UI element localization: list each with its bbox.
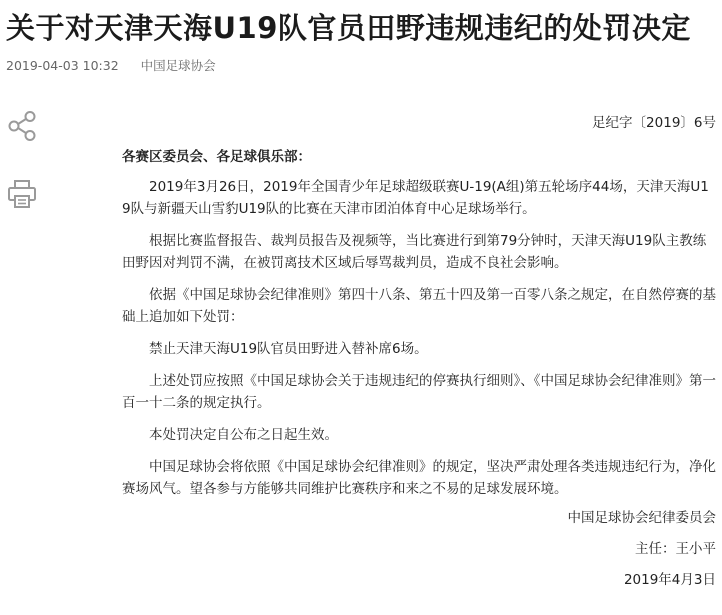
document-number: 足纪字〔2019〕6号 xyxy=(592,115,716,131)
publish-date: 2019-04-03 10:32 xyxy=(6,58,119,73)
greeting: 各赛区委员会、各足球俱乐部： xyxy=(122,149,311,165)
share-icon[interactable] xyxy=(6,110,38,142)
article-meta xyxy=(6,56,216,74)
paragraph: 本处罚决定自公布之日起生效。 xyxy=(149,427,338,443)
paragraph: 2019年3月26日，2019年全国青少年足球超级联赛U-19(A组)第五轮场序44场，天津天海U19队与新疆天山雪豹U19队的比赛在天津市团泊体育中心足球场举行。 xyxy=(122,179,709,217)
print-icon[interactable] xyxy=(6,178,38,210)
paragraph: 上述处罚应按照《中国足球协会关于违规违纪的停赛执行细则》、《中国足球协会纪律准则》第一百一十二条的规定执行。 xyxy=(122,373,716,411)
paragraph: 中国足球协会将依照《中国足球协会纪律准则》的规定，坚决严肃处理各类违规违纪行为，净化赛场风气。望各参与方能够共同维护比赛秩序和来之不易的足球发展环境。 xyxy=(122,459,716,497)
article-tools xyxy=(6,110,40,210)
signature-person: 主任：王小平 xyxy=(635,541,716,557)
paragraph: 禁止天津天海U19队官员田野进入替补席6场。 xyxy=(149,341,428,357)
article-body xyxy=(122,112,716,591)
article-title: 关于对天津天海U19队官员田野违规违纪的处罚决定 xyxy=(6,11,691,45)
paragraph: 依据《中国足球协会纪律准则》第四十八条、第五十四及第一百零八条之规定，在自然停赛的基础上追加如下处罚： xyxy=(122,287,716,325)
signature-organization: 中国足球协会纪律委员会 xyxy=(567,510,716,526)
signature-date: 2019年4月3日 xyxy=(623,572,716,588)
paragraph: 根据比赛监督报告、裁判员报告及视频等，当比赛进行到第79分钟时，天津天海U19队主教练田野因对判罚不满，在被罚离技术区域后辱骂裁判员，造成不良社会影响。 xyxy=(122,233,707,271)
article-source[interactable]: 中国足球协会 xyxy=(140,58,216,73)
